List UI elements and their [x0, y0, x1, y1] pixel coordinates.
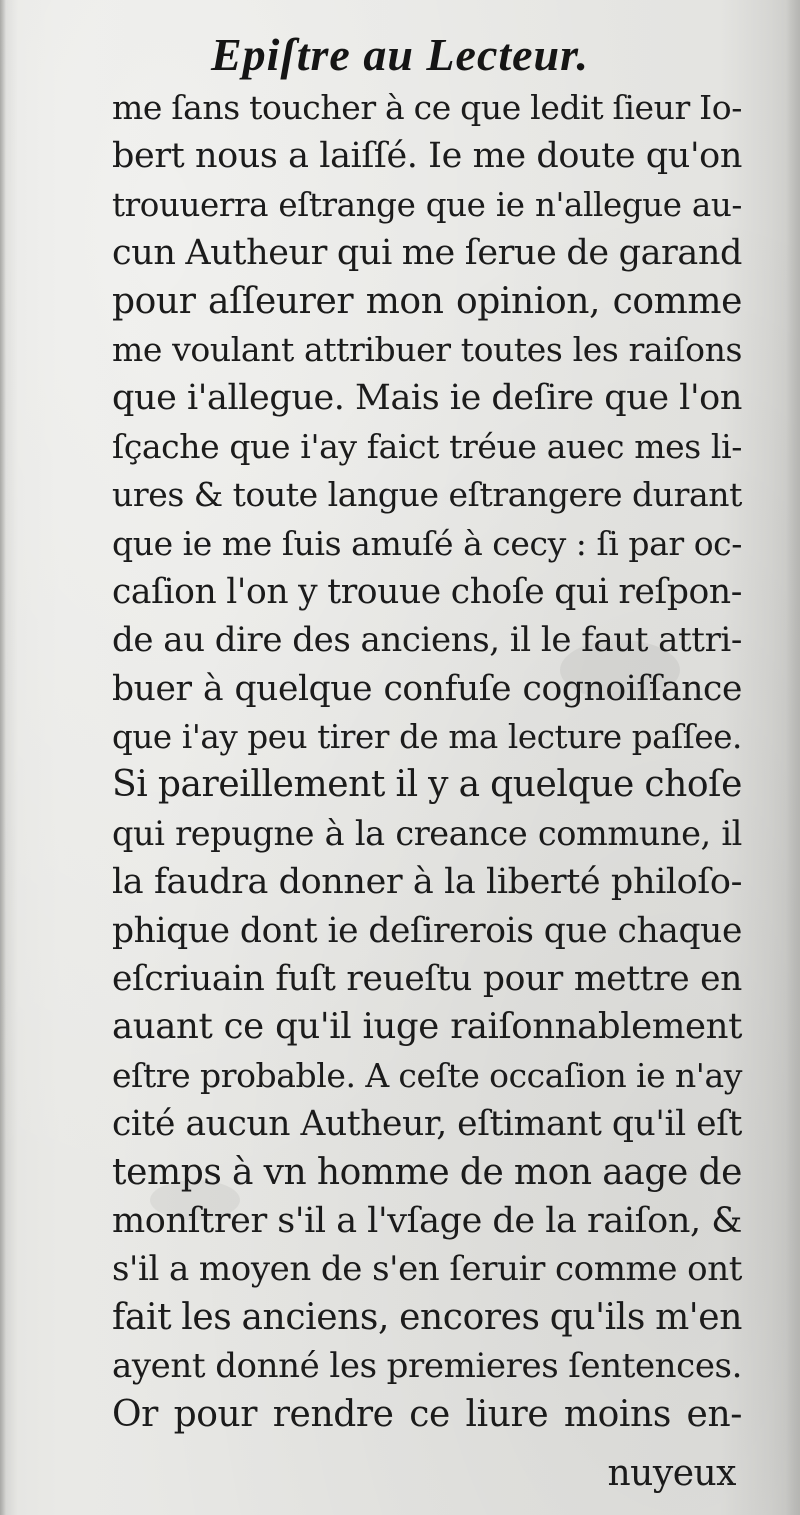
text-line: fait les anciens, encores qu'ils m'en: [112, 1296, 742, 1338]
text-line: buer à quelque confuſe cognoiſſance: [112, 668, 742, 709]
text-line: que i'allegue. Mais ie deſire que l'on: [112, 378, 742, 419]
text-line: auant ce qu'il iuge raiſonnablement: [112, 1006, 742, 1048]
text-line: eſtre probable. A ceſte occaſion ie n'ay: [112, 1055, 742, 1095]
text-line: ayent donné les premieres ſentences.: [112, 1346, 742, 1387]
text-line: monſtrer s'il a l'vſage de la raiſon, &: [112, 1200, 742, 1241]
body-text: [112, 84, 742, 1439]
text-line: me ſans toucher à ce que ledit ſieur Io-: [112, 88, 742, 127]
page-edge-right: [786, 0, 800, 1515]
text-line: caſion l'on y trouue choſe qui reſpon-: [112, 571, 742, 612]
text-line: la faudra donner à la liberté philoſo-: [112, 862, 742, 903]
text-line: de au dire des anciens, il le faut attri-: [112, 620, 742, 661]
text-line: Or pour rendre ce liure moins en-: [112, 1393, 742, 1435]
text-line: Si pareillement il y a quelque choſe: [112, 764, 742, 806]
text-line: phique dont ie deſirerois que chaque: [112, 910, 742, 951]
text-line: cun Autheur qui me ſerue de garand: [112, 233, 742, 274]
text-line: me voulant attribuer toutes les raiſons: [112, 329, 742, 369]
text-line: trouuerra eſtrange que ie n'allegue au-: [112, 185, 742, 224]
text-line: que ie me ſuis amuſé à cecy : ſi par oc-: [112, 523, 742, 563]
running-head: Epiſtre au Lecteur.: [210, 29, 590, 80]
text-line: s'il a moyen de s'en ſeruir comme ont: [112, 1249, 742, 1290]
text-line: temps à vn homme de mon aage de: [112, 1151, 742, 1193]
text-line: eſcriuain fuſt reueſtu pour mettre en: [112, 959, 742, 1000]
text-line: cité aucun Autheur, eſtimant qu'il eſt: [112, 1104, 742, 1145]
text-line: bert nous a laiſſé. Ie me doute qu'on: [112, 136, 742, 177]
text-line: qui repugne à la creance commune, il: [112, 813, 742, 853]
text-line: ſçache que i'ay faict tréue auec mes li-: [112, 426, 742, 466]
text-line: pour aſſeurer mon opinion, comme: [112, 280, 742, 322]
catchword: nuyeux: [607, 1453, 736, 1494]
page-edge-left: [0, 0, 6, 1515]
text-line: ures & toute langue eſtrangere durant: [112, 475, 742, 515]
text-line: que i'ay peu tirer de ma lecture paſſee.: [112, 718, 742, 757]
